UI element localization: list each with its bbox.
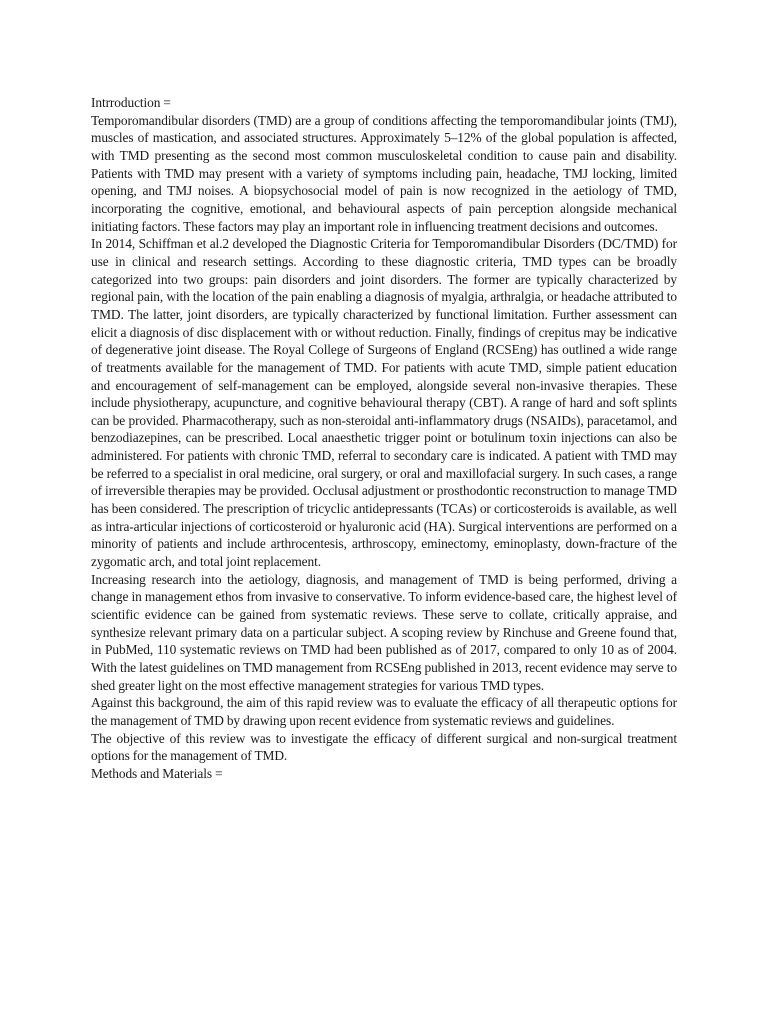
- introduction-heading: Intrroduction =: [91, 95, 171, 110]
- paragraph-research-evidence: Increasing research into the aetiology, diagnosis, and management of TMD is being performed, driving a change in management ethos from invasive to conservative. To inform evidence-based care, the highest level of scientific evidence can be gained from systematic reviews. These serve to collate, critically appraise, and synthesize relevant primary data on a particular subject. A scoping review by Rinchuse and Greene found that, in PubMed, 110 systematic reviews on TMD had been published as of 2017, compared to only 10 as of 2004. With the latest guidelines on TMD management from RCSEng published in 2013, recent evidence may serve to shed greater light on the most effective management strategies for various TMD types.: [91, 571, 677, 693]
- methods-heading: Methods and Materials =: [91, 765, 223, 781]
- document-body: [91, 94, 677, 783]
- paragraph-review-objective: The objective of this review was to investigate the efficacy of different surgical and non-surgical treatment options for the management of TMD.: [91, 730, 677, 764]
- paragraph-review-aim: Against this background, the aim of this rapid review was to evaluate the efficacy of all therapeutic options for the management of TMD by drawing upon recent evidence from systematic reviews and guidelines.: [91, 695, 677, 728]
- paragraph-dc-tmd-criteria: In 2014, Schiffman et al.2 developed the Diagnostic Criteria for Temporomandibular Disorders (DC/TMD) for use in clinical and research settings. According to these diagnostic criteria, TMD types can be broadly categorized into two groups: pain disorders and joint disorders. The former are typically characterized by regional pain, with the location of the pain enabling a diagnosis of myalgia, arthralgia, or headache attributed to TMD. The latter, joint disorders, are typically characterized by functional limitation. Further assessment can elicit a diagnosis of disc displacement with or without reduction. Finally, findings of crepitus may be indicative of degenerative joint disease. The Royal College of Surgeons of England (RCSEng) has outlined a wide range of treatments available for the management of TMD. For patients with acute TMD, simple patient education and encouragement of self-management can be employed, alongside several non-invasive therapies. These include physiotherapy, acupuncture, and cognitive behavioural therapy (CBT). A range of hard and soft splints can be provided. Pharmacotherapy, such as non-steroidal anti-inflammatory drugs (NSAIDs), paracetamol, and benzodiazepines, can be prescribed. Local anaesthetic trigger point or botulinum toxin injections can also be administered. For patients with chronic TMD, referral to secondary care is indicated. A patient with TMD may be referred to a specialist in oral medicine, oral surgery, or oral and maxillofacial surgery. In such cases, a range of irreversible therapies may be provided. Occlusal adjustment or prosthodontic reconstruction to manage TMD has been considered. The prescription of tricyclic antidepressants (TCAs) or corticosteroids is available, as well as intra-articular injections of corticosteroid or hyaluronic acid (HA). Surgical interventions are performed on a minority of patients and include arthrocentesis, arthroscopy, eminectomy, eminoplasty, down-fracture of the zygomatic arch, and total joint replacement.: [91, 236, 677, 570]
- paragraph-tmd-overview: Temporomandibular disorders (TMD) are a group of conditions affecting the temporomandibular joints (TMJ), muscles of mastication, and associated structures. Approximately 5–12% of the global population is affected, with TMD presenting as the second most common musculoskeletal condition to cause pain and disability. Patients with TMD may present with a variety of symptoms including pain, headache, TMJ locking, limited opening, and TMJ noises. A biopsychosocial model of pain is now recognized in the aetiology of TMD, incorporating the cognitive, emotional, and behavioural aspects of pain perception alongside mechanical initiating factors. These factors may play an important role in influencing treatment decisions and outcomes.: [91, 112, 677, 234]
